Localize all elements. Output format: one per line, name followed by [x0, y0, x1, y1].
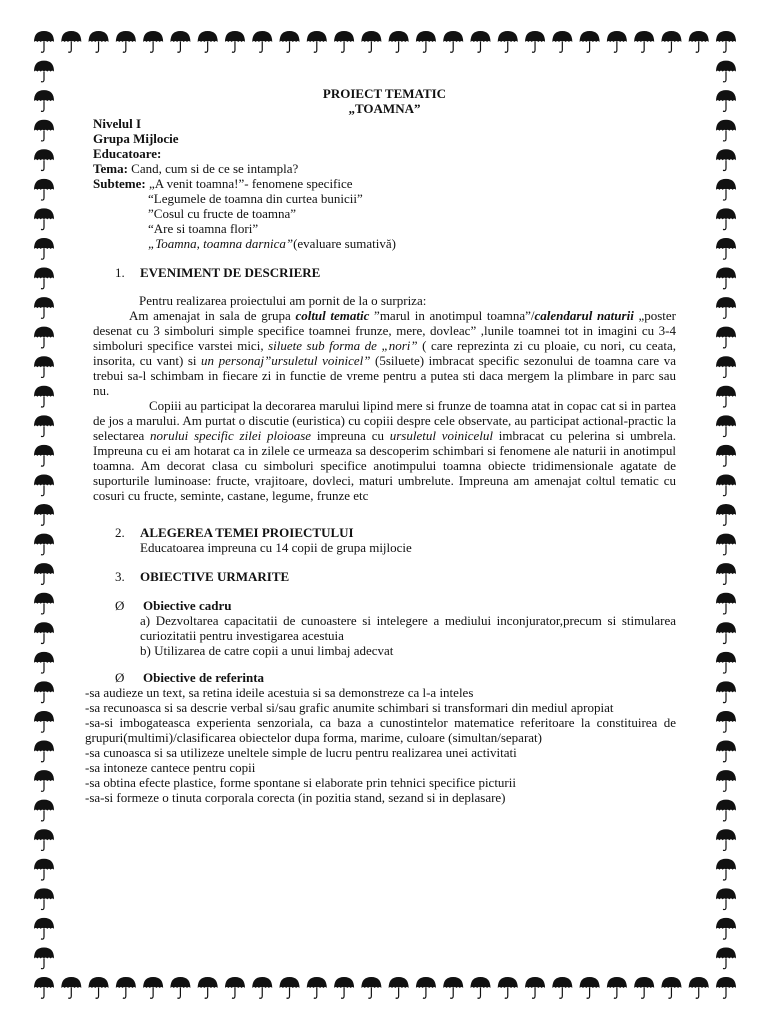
umbrella-icon: [716, 859, 736, 880]
umbrella-icon: [716, 829, 736, 850]
text-span: „poster desenat cu 3 simboluri simple specifice toamnei frunze, mere, dovleac” ,lunile toamnei tot in imagini cu 3-4 simboluri specifice varstei mici,: [93, 308, 676, 353]
umbrella-icon: [280, 977, 300, 998]
text-span: norului specific zilei ploioase: [150, 428, 312, 443]
umbrella-icon: [716, 208, 736, 229]
umbrella-icon: [225, 31, 245, 52]
umbrella-icon: [716, 918, 736, 939]
subtema-item: ”Cosul cu fructe de toamna”: [148, 206, 296, 221]
umbrella-icon: [34, 741, 54, 762]
umbrella-icon: [89, 31, 109, 52]
umbrella-icon: [634, 977, 654, 998]
umbrella-icon: [580, 31, 600, 52]
umbrella-icon: [34, 918, 54, 939]
umbrella-icon: [334, 31, 354, 52]
text-span: siluete sub forma de „nori”: [268, 338, 418, 353]
section-2-text: Educatoarea impreuna cu 14 copii de grupa mijlocie: [140, 540, 412, 555]
umbrella-icon: [34, 770, 54, 791]
umbrella-icon: [34, 208, 54, 229]
umbrella-icon: [361, 977, 381, 998]
section-1-paragraph-2: [93, 308, 676, 398]
umbrella-icon: [34, 356, 54, 377]
umbrella-icon: [34, 31, 54, 52]
bullet-symbol: Ø: [115, 598, 125, 613]
list-item: -sa intoneze cantece pentru copii: [85, 760, 256, 775]
obiective-referinta-list: [85, 685, 676, 805]
grupa-line: Grupa Mijlocie: [93, 131, 179, 146]
umbrella-icon: [716, 238, 736, 259]
umbrella-icon: [34, 681, 54, 702]
text-span: (5siluete) imbracat specific sezonului de toamna care va trebui sa-l schimbam in fiecare zi in functie de vreme pentru a putea sti daca mergem la plimbare in parc sau nu.: [93, 353, 676, 398]
umbrella-icon: [552, 977, 572, 998]
subtema-note: (evaluare sumativă): [293, 236, 396, 251]
umbrella-icon: [416, 31, 436, 52]
list-item: -sa-si formeze o tinuta corporala corecta (in pozitia stand, sezand si in deplasare): [85, 790, 506, 805]
tema-value: Cand, cum si de ce se intampla?: [127, 161, 299, 176]
umbrella-icon: [89, 977, 109, 998]
umbrella-icon: [716, 297, 736, 318]
obiective-cadru-list: [93, 613, 676, 658]
umbrella-icon: [716, 563, 736, 584]
umbrella-icon: [716, 474, 736, 495]
nivel-line: Nivelul I: [93, 116, 142, 131]
umbrella-icon: [34, 504, 54, 525]
umbrella-icon: [280, 31, 300, 52]
umbrella-icon: [661, 977, 681, 998]
umbrella-icon: [143, 31, 163, 52]
section-title: EVENIMENT DE DESCRIERE: [140, 265, 321, 280]
umbrella-icon: [307, 977, 327, 998]
umbrella-icon: [34, 297, 54, 318]
obiective-cadru-title: Obiective cadru: [143, 598, 232, 613]
umbrella-icon: [498, 31, 518, 52]
umbrella-icon: [607, 977, 627, 998]
umbrella-icon: [552, 31, 572, 52]
text-span: ”marul in anotimpul toamna”/: [369, 308, 535, 323]
section-1-paragraph-3: [93, 398, 676, 503]
umbrella-icon: [34, 238, 54, 259]
text-span: Copiii au participat la decorarea marului lipind mere si frunze de toamna atat in copac cat si in partea de jos a marului. Am purtat o discutie (euristica) cu copiii despre cele observate, au participat actional-practic la selectarea: [93, 398, 676, 443]
umbrella-icon: [416, 977, 436, 998]
umbrella-icon: [498, 977, 518, 998]
umbrella-icon: [716, 268, 736, 289]
section-title: OBIECTIVE URMARITE: [140, 569, 290, 584]
umbrella-icon: [34, 386, 54, 407]
umbrella-icon: [34, 534, 54, 555]
subteme-label: Subteme:: [93, 176, 146, 191]
umbrella-icon: [34, 593, 54, 614]
section-number: 1.: [115, 265, 125, 280]
umbrella-icon: [716, 977, 736, 998]
umbrella-icon: [634, 31, 654, 52]
text-span: Am amenajat in sala de grupa: [129, 308, 296, 323]
umbrella-icon: [34, 947, 54, 968]
tema-label: Tema:: [93, 161, 128, 176]
list-item: -sa-si imbogateasca experienta senzoriala, ca baza a cunostintelor matematice referitoare la constituirea de grupuri(multimi)/clasificarea obiectelor dupa forma, marime, culoare (simultan/separat): [85, 715, 676, 745]
umbrella-icon: [34, 327, 54, 348]
umbrella-icon: [252, 977, 272, 998]
document-title: PROIECT TEMATIC: [322, 86, 447, 101]
umbrella-icon: [716, 593, 736, 614]
subtema-item: “Are si toamna flori”: [148, 221, 259, 236]
section-1-heading: [93, 265, 676, 280]
umbrella-icon: [143, 977, 163, 998]
umbrella-icon: [443, 977, 463, 998]
section-number: 3.: [115, 569, 125, 584]
umbrella-icon: [716, 356, 736, 377]
text-span: impreuna cu: [311, 428, 390, 443]
umbrella-icon: [525, 31, 545, 52]
umbrella-icon: [34, 859, 54, 880]
umbrella-icon: [34, 268, 54, 289]
umbrella-icon: [334, 977, 354, 998]
umbrella-icon: [61, 31, 81, 52]
umbrella-icon: [34, 445, 54, 466]
umbrella-icon: [34, 711, 54, 732]
umbrella-icon: [716, 947, 736, 968]
text-span: calendarul naturii: [534, 308, 634, 323]
list-item: -sa audieze un text, sa retina ideile acestuia si sa demonstreze ca l-a inteles: [85, 685, 474, 700]
umbrella-icon: [116, 977, 136, 998]
text-span: ( care reprezinta zi cu ploaie, cu nori, cu ceata, insorita, cu vant) si: [93, 338, 676, 368]
umbrella-icon: [716, 149, 736, 170]
umbrella-icon: [34, 563, 54, 584]
obiectiv-b: b) Utilizarea de catre copii a unui limbaj adecvat: [140, 643, 394, 658]
subtema-item: “Legumele de toamna din curtea bunicii”: [148, 191, 363, 206]
umbrella-icon: [525, 977, 545, 998]
umbrella-icon: [716, 386, 736, 407]
umbrella-icon: [34, 120, 54, 141]
text-span: ursuletul voinicelul: [389, 428, 493, 443]
umbrella-icon: [225, 977, 245, 998]
umbrella-icon: [34, 474, 54, 495]
umbrella-icon: [661, 31, 681, 52]
umbrella-icon: [716, 31, 736, 52]
umbrella-icon: [34, 179, 54, 200]
umbrella-icon: [252, 31, 272, 52]
umbrella-icon: [34, 149, 54, 170]
bullet-symbol: Ø: [115, 670, 125, 685]
section-number: 2.: [115, 525, 125, 540]
umbrella-icon: [607, 31, 627, 52]
umbrella-icon: [716, 120, 736, 141]
text-span: un personaj”ursuletul voinicel”: [201, 353, 371, 368]
umbrella-icon: [470, 977, 490, 998]
umbrella-icon: [34, 829, 54, 850]
text-span: imbracat cu pelerina si umbrela. Impreuna cu ei am hotarat ca in zilele ce urmeaza sa descoperim schimbari si fenomene ale naturii in anotimpul toamna. Am decorat clasa cu simboluri specifice anotimpului toamna obiecte tridimensionale agatate de suporturile luminoase: fructe, vrajitoare, dovleci, maturi umbrelute. Impreuna am amenajat coltul tematic cu cosuri cu fructe, seminte, castane, legume, frunze etc: [93, 428, 676, 503]
umbrella-icon: [716, 61, 736, 82]
umbrella-icon: [716, 90, 736, 111]
umbrella-icon: [716, 504, 736, 525]
umbrella-icon: [716, 711, 736, 732]
subtema-item: [93, 236, 676, 251]
umbrella-icon: [389, 31, 409, 52]
umbrella-icon: [716, 179, 736, 200]
umbrella-icon: [716, 681, 736, 702]
umbrella-icon: [34, 61, 54, 82]
umbrella-icon: [34, 652, 54, 673]
document-page: [85, 86, 676, 805]
text-span: coltul tematic: [295, 308, 370, 323]
umbrella-icon: [470, 31, 490, 52]
umbrella-icon: [34, 90, 54, 111]
subtema-italic: „Toamna, toamna darnica”: [148, 236, 294, 251]
umbrella-icon: [116, 31, 136, 52]
umbrella-icon: [716, 327, 736, 348]
umbrella-icon: [716, 415, 736, 436]
umbrella-icon: [716, 800, 736, 821]
umbrella-icon: [716, 445, 736, 466]
list-item: -sa cunoasca si sa utilizeze uneltele simple de lucru pentru realizarea unei activitati: [85, 745, 517, 760]
umbrella-icon: [716, 534, 736, 555]
umbrella-icon: [716, 770, 736, 791]
educatoare-line: Educatoare:: [93, 146, 162, 161]
umbrella-icon: [170, 977, 190, 998]
section-2-heading: [93, 525, 676, 540]
umbrella-icon: [170, 31, 190, 52]
umbrella-icon: [34, 415, 54, 436]
section-title: ALEGEREA TEMEI PROIECTULUI: [140, 525, 354, 540]
obiectiv-a: a) Dezvoltarea capacitatii de cunoastere si intelegere a mediului inconjurator,precum si stimularea curiozitatii pentru investigarea acestuia: [140, 613, 676, 643]
umbrella-icon: [716, 622, 736, 643]
obiective-referinta-title: Obiective de referinta: [143, 670, 265, 685]
section-3-heading: [93, 569, 676, 584]
umbrella-icon: [34, 888, 54, 909]
umbrella-icon: [34, 800, 54, 821]
list-item: -sa obtina efecte plastice, forme spontane si elaborate prin tehnici specifice picturii: [85, 775, 516, 790]
umbrella-icon: [716, 741, 736, 762]
umbrella-icon: [443, 31, 463, 52]
umbrella-icon: [716, 888, 736, 909]
umbrella-icon: [198, 977, 218, 998]
umbrella-icon: [361, 31, 381, 52]
umbrella-icon: [34, 622, 54, 643]
umbrella-icon: [689, 31, 709, 52]
umbrella-icon: [198, 31, 218, 52]
list-item: -sa recunoasca si sa descrie verbal si/sau grafic anumite schimbari si transformari din mediul apropiat: [85, 700, 614, 715]
subteme-line: [93, 176, 676, 191]
umbrella-icon: [34, 977, 54, 998]
obiective-cadru-heading: [93, 598, 676, 613]
umbrella-icon: [307, 31, 327, 52]
umbrella-icon: [61, 977, 81, 998]
umbrella-icon: [716, 652, 736, 673]
section-1-paragraph-1: Pentru realizarea proiectului am pornit de la o surpriza:: [139, 293, 427, 308]
umbrella-icon: [389, 977, 409, 998]
umbrella-icon: [689, 977, 709, 998]
tema-line: [93, 161, 676, 176]
umbrella-icon: [580, 977, 600, 998]
document-subtitle: „TOAMNA”: [348, 101, 421, 116]
obiective-referinta-heading: [93, 670, 676, 685]
subteme-first: „A venit toamna!”- fenomene specifice: [145, 176, 353, 191]
